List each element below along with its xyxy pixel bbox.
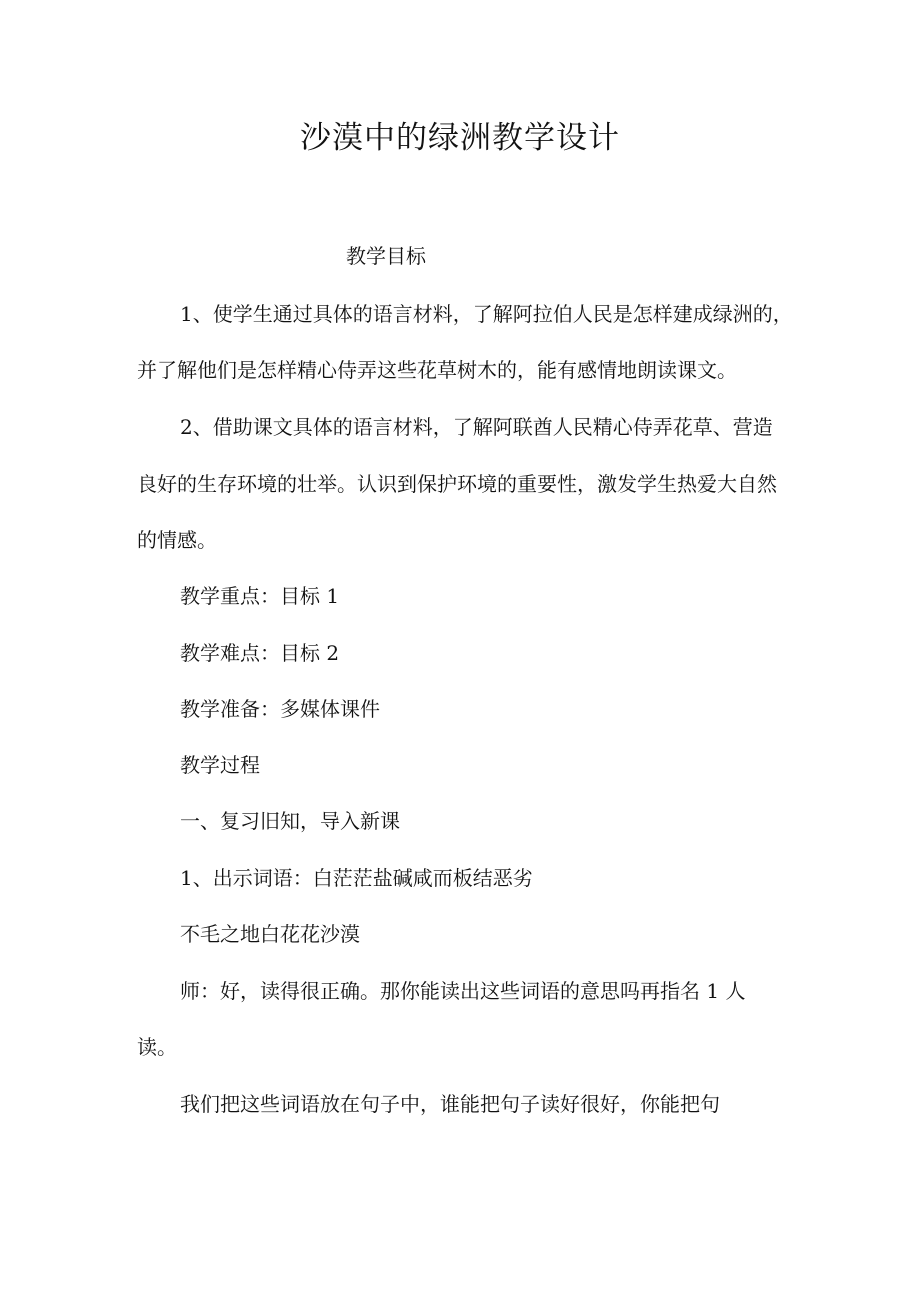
goals-heading: 教学目标 bbox=[346, 244, 426, 268]
difficult-point: 教学难点：目标 2 bbox=[180, 641, 340, 665]
goal1-line1: 1、使学生通过具体的语言材料，了解阿拉伯人民是怎样建成绿洲的， bbox=[180, 302, 793, 326]
goal1-line2: 并了解他们是怎样精心侍弄这些花草树木的，能有感情地朗读课文。 bbox=[137, 358, 737, 382]
words-line1: 1、出示词语：白茫茫盐碱咸而板结恶劣 bbox=[180, 866, 533, 890]
goal2-line2: 良好的生存环境的壮举。认识到保护环境的重要性，激发学生热爱大自然 bbox=[137, 472, 777, 496]
goal2-line3: 的情感。 bbox=[137, 528, 217, 552]
last-line: 我们把这些词语放在句子中，谁能把句子读好很好，你能把句 bbox=[180, 1092, 720, 1116]
preparation: 教学准备：多媒体课件 bbox=[180, 697, 380, 721]
process-heading: 教学过程 bbox=[180, 753, 260, 777]
goal2-line1: 2、借助课文具体的语言材料，了解阿联酋人民精心侍弄花草、营造 bbox=[180, 415, 773, 439]
section1-heading: 一、复习旧知，导入新课 bbox=[180, 809, 400, 833]
teacher-line1: 师：好，读得很正确。那你能读出这些词语的意思吗再指名 1 人 bbox=[180, 979, 746, 1003]
words-line2: 不毛之地白花花沙漠 bbox=[180, 922, 360, 946]
key-point: 教学重点：目标 1 bbox=[180, 584, 340, 608]
document-title: 沙漠中的绿洲教学设计 bbox=[300, 120, 620, 156]
teacher-line2: 读。 bbox=[137, 1035, 177, 1059]
